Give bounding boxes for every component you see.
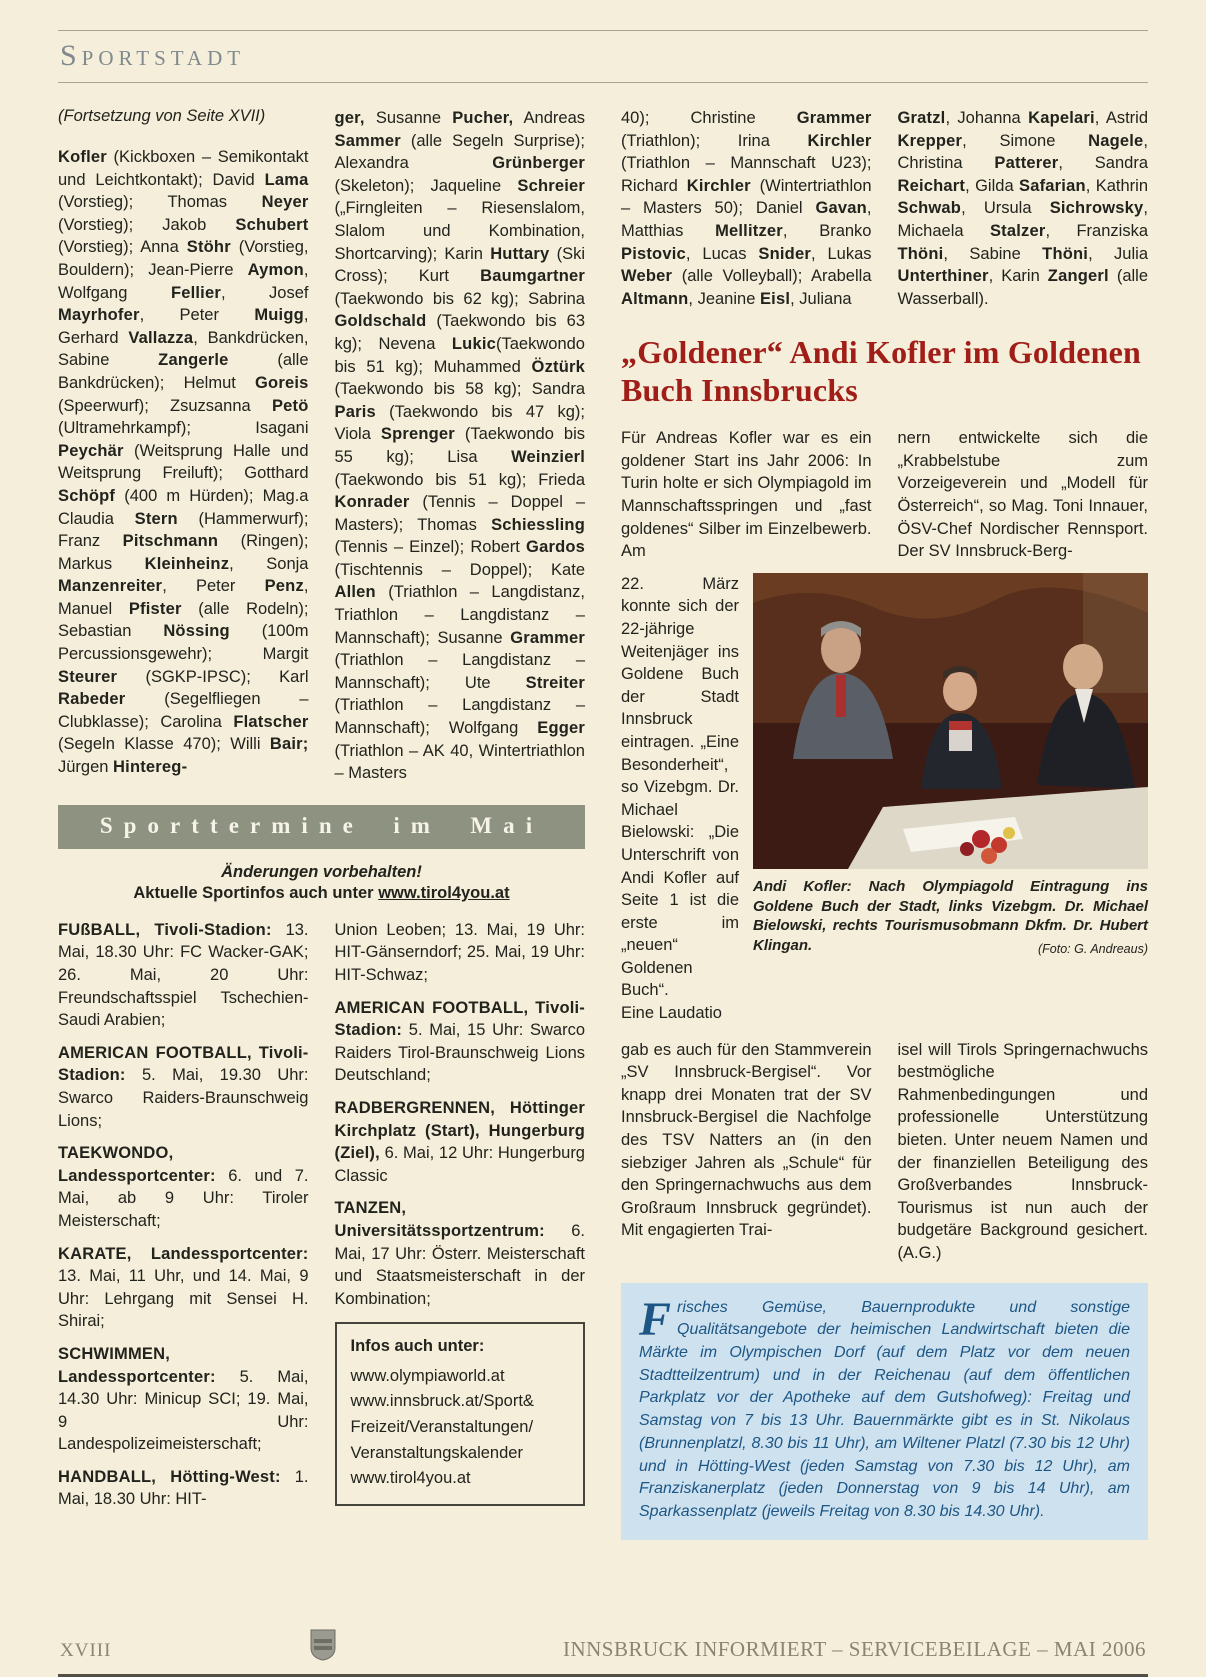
market-dropcap: F — [639, 1292, 672, 1346]
article-photo-block — [753, 573, 1148, 1025]
right-half — [621, 107, 1148, 1540]
article-photo-side-text: 22. März konnte sich der 22-jährige Weitenjäger ins Goldene Buch der Stadt Innsbruck eintragen. „Eine Besonderheit“, so Vizebgm. Dr. Michael Bielowski: „Die Unterschrift von Andi Kofler auf Seite 1 ist die erste im „neuen“ Goldenen Buch“. Eine Laudatio — [621, 574, 739, 1023]
photo-caption — [753, 877, 1148, 958]
article-intro-left: Für Andreas Kofler war es ein goldener Start ins Jahr 2006: In Turin holte er sich Olympiagold im Mannschaftsspringen und „fast goldenes“ Silber im Einzelbewerb. Am — [621, 429, 872, 561]
info-box-url: www.tirol4you.at — [350, 1469, 471, 1488]
article-cont-right: isel will Tirols Springernachwuchs bestmögliche Rahmenbedingungen und professionelle Unterstützung bieten. Unter neuem Namen und der finanziellen Beteiligung des Großverbandes Innsbruck-Tourismus ist nun auch der budgetäre Background gesichert. (A.G.) — [897, 1040, 1148, 1262]
schedule-entry-tanzen: TANZEN, Universitätssportzentrum: 6. Mai, 17 Uhr: Österr. Meisterschaft und Staatsmeisterschaft in der Kombination; — [334, 1199, 585, 1308]
schedule-entry-handball-cont: Union Leoben; 13. Mai, 19 Uhr: HIT-Gänserndorf; 25. Mai, 19 Uhr: HIT-Schwaz; — [334, 920, 585, 984]
schedule-entry-taekwondo: TAEKWONDO, Landessportcenter: 6. und 7. Mai, ab 9 Uhr: Tiroler Meisterschaft; — [58, 1144, 309, 1230]
schedule-entry-radbergrennen: RADBERGRENNEN, Höttinger Kirchplatz (Start), Hungerburg (Ziel), 6. Mai, 12 Uhr: Hungerburg Classic — [334, 1098, 585, 1185]
left-half — [58, 107, 585, 1521]
market-info-box — [621, 1283, 1148, 1540]
photo-credit: (Foto: G. Andreaus) — [1038, 942, 1148, 957]
schedule-entry-karate: KARATE, Landessportcenter: 13. Mai, 11 Uhr, und 14. Mai, 9 Uhr: Lehrgang mit Sensei H. Shirai; — [58, 1244, 309, 1331]
continuation-note: (Fortsetzung von Seite XVII) — [58, 107, 266, 125]
article-continuation — [621, 1039, 1148, 1265]
schedule-entry-american-football-2: AMERICAN FOOTBALL, Tivoli-Stadion: 5. Mai, 15 Uhr: Swarco Raiders Tirol-Braunschweig Lions Deutschland; — [334, 998, 585, 1085]
athlete-list-col-4: Gratzl, Johanna Kapelari, Astrid Krepper, Simone Nagele, Christina Patterer, Sandra Reichart, Gilda Safarian, Kathrin Schwab, Ursula Sichrowsky, Michaela Stalzer, Franziska Thöni, Sabine Thöni, Julia Unterthiner, Karin Zangerl (alle Wasserball). — [897, 109, 1149, 308]
article-intro — [621, 427, 1148, 563]
schedule-entry-american-football: AMERICAN FOOTBALL, Tivoli-Stadion: 5. Mai, 19.30 Uhr: Swarco Raiders-Braunschweig Lions; — [58, 1043, 309, 1130]
section-masthead — [58, 30, 1148, 83]
athlete-list-col-1: Kofler (Kickboxen – Semikontakt und Leichtkontakt); David Lama (Vorstieg); Thomas Neyer (Vorstieg); Jakob Schubert (Vorstieg); Anna Stöhr (Vorstieg, Bouldern); Jean-Pierre Aymon, Wolfgang Fellier, Josef Mayrhofer, Peter Muigg, Gerhard Vallazza, Bankdrücken, Sabine Zangerle (alle Bankdrücken); Helmut Goreis (Speerwurf); Zsuzsanna Petö (Ultramehrkampf); Isagani Peychär (Weitsprung Halle und Weitsprung Freiluft); Gotthard Schöpf (400 m Hürden); Mag.a Claudia Stern (Hammerwurf); Franz Pitschmann (Ringen); Markus Kleinheinz, Sonja Manzenreiter, Peter Penz, Manuel Pfister (alle Rodeln); Sebastian Nössing (100m Percussionsgewehr); Margit Steurer (SGKP-IPSC); Karl Rabeder (Segelfliegen – Clubklasse); Carolina Flatscher (Segeln Klasse 470); Willi Bair; Jürgen Hintereg- — [58, 148, 309, 777]
article-intro-right: nern entwickelte sich die „Krabbelstube zum Vorzeigeverein und „Modell für Österreich“, so Mag. Toni Innauer, ÖSV-Chef Nordischer Rennsport. Der SV Innsbruck-Berg- — [897, 429, 1148, 561]
info-box — [335, 1322, 586, 1505]
text-column — [621, 427, 872, 563]
changes-notice: Änderungen vorbehalten! — [221, 862, 422, 881]
schedule-column-2 — [335, 919, 586, 1506]
schedule-entry-fussball: FUßBALL, Tivoli-Stadion: 13. Mai, 18.30 Uhr: FC Wacker-GAK; 26. Mai, 20 Uhr: Freundschaftsspiel Tschechien-Saudi Arabien; — [58, 920, 309, 1030]
text-column — [58, 107, 309, 779]
schedule-columns — [58, 919, 585, 1521]
article-photo-row — [621, 573, 1148, 1025]
athlete-list-right — [621, 107, 1148, 310]
schedule-entry-schwimmen: SCHWIMMEN, Landessportcenter: 5. Mai, 14.30 Uhr: Minicup SCI; 19. Mai, 9 Uhr: Landespolizeimeisterschaft; — [58, 1344, 309, 1454]
footer-imprint: INNSBRUCK INFORMIERT – SERVICEBEILAGE – MAI 2006 — [562, 1637, 1146, 1661]
sportinfos-text: Aktuelle Sportinfos auch unter — [133, 883, 374, 902]
page-footer — [58, 1627, 1148, 1677]
text-column — [898, 1039, 1149, 1265]
section-title: Sportstadt — [60, 39, 246, 72]
article-photo — [753, 573, 1148, 869]
athlete-list-col-2: ger, Susanne Pucher, Andreas Sammer (alle Segeln Surprise); Alexandra Grünberger (Skeleton); Jaqueline Schreier („Firngleiten – Riesenslalom, Slalom und Kombination, Shortcarving); Karin Huttary (Ski Cross); Kurt Baumgartner (Taekwondo bis 62 kg); Sabrina Goldschald (Taekwondo bis 63 kg); Nevena Lukic(Taekwondo bis 51 kg); Muhammed Öztürk (Taekwondo bis 58 kg); Sandra Paris (Taekwondo bis 47 kg); Viola Sprenger (Taekwondo bis 55 kg); Lisa Weinzierl (Taekwondo bis 51 kg); Frieda Konrader (Tennis – Doppel – Masters); Thomas Schiessling (Tennis – Einzel); Robert Gardos (Tischtennis – Doppel); Kate Allen (Triathlon – Langdistanz, Triathlon – Langdistanz – Mannschaft); Susanne Grammer (Triathlon – Langdistanz – Mannschaft); Ute Streiter (Triathlon – Langdistanz – Mannschaft); Wolfgang Egger (Triathlon – AK 40, Wintertriathlon – Masters — [334, 109, 585, 783]
text-column — [621, 1039, 872, 1242]
info-box-title: Infos auch unter: — [350, 1337, 485, 1356]
footer-page-number: XVIII — [60, 1640, 112, 1661]
text-column — [621, 107, 872, 310]
text-column — [335, 107, 586, 785]
sporttermine-banner: Sporttermine im Mai — [58, 805, 585, 849]
text-column — [898, 427, 1149, 563]
info-box-url: www.olympiaworld.at — [350, 1366, 505, 1385]
article-headline: „Goldener“ Andi Kofler im Goldenen Buch Innsbrucks — [621, 334, 1142, 408]
schedule-column-1 — [58, 919, 309, 1521]
article-photo-side-column — [621, 573, 739, 1025]
info-box-url: Veranstaltungskalender — [350, 1443, 523, 1462]
article-cont-left: gab es auch für den Stammverein „SV Innsbruck-Bergisel“. Vor knapp drei Monaten trat der SV Innsbruck-Bergisel die Nachfolge des TSV Natters an (in den siebziger Jahren als „Schule“ für den Springernachwuchs aus dem Großraum Innsbruck gegründet). Mit engagierten Trai- — [621, 1040, 872, 1240]
photo-caption-text: Andi Kofler: Nach Olympiagold Eintragung ins Goldene Buch der Stadt, links Vizebgm. Dr. Michael Bielowski, rechts Tourismusobmann Dkfm. Dr. Hubert Klingan. — [753, 877, 1148, 955]
text-column — [898, 107, 1149, 310]
photo-illustration — [753, 573, 1148, 869]
tirol4you-link[interactable]: www.tirol4you.at — [378, 883, 510, 902]
sportinfos-notice — [58, 884, 585, 903]
market-text: risches Gemüse, Bauernprodukte und sonstige Qualitätsangebote der heimischen Landwirtschaft bieten die Märkte im Olympischen Dorf (auf dem Platz vor dem neuen Stadtteilzentrum) und in der Reichenau (auf dem öffentlichen Parkplatz vor der Apotheke auf dem Gutshofweg): Freitag und Samstag von 7 bis 13 Uhr. Bauernmärkte gibt es in St. Nikolaus (Brunnenplatzl, 8.30 bis 11 Uhr), am Wiltener Platzl (7.30 bis 12 Uhr) und in Hötting-West (jeden Samstag von 7.30 bis 12 Uhr), am Franziskanerplatz (jeden Donnerstag von 9 bis 14 Uhr), am Sparkassenplatz (jeweils Freitag von 8.30 bis 14.30 Uhr). — [639, 1298, 1130, 1521]
info-box-url: www.innsbruck.at/Sport& — [350, 1392, 534, 1411]
main-content — [58, 107, 1148, 1540]
athlete-list-col-3: 40); Christine Grammer (Triathlon); Irina Kirchler (Triathlon – Mannschaft U23); Richard Kirchler (Wintertriathlon – Masters 50); Daniel Gavan, Matthias Mellitzer, Branko Pistovic, Lucas Snider, Lukas Weber (alle Volleyball); Arabella Altmann, Jeanine Eisl, Juliana — [621, 109, 872, 308]
innsbruck-crest-icon — [310, 1629, 336, 1666]
athlete-list-left — [58, 107, 585, 785]
schedule-entry-handball: HANDBALL, Hötting-West: 1. Mai, 18.30 Uhr: HIT- — [58, 1467, 309, 1509]
info-box-url: Freizeit/Veranstaltungen/ — [350, 1418, 534, 1436]
